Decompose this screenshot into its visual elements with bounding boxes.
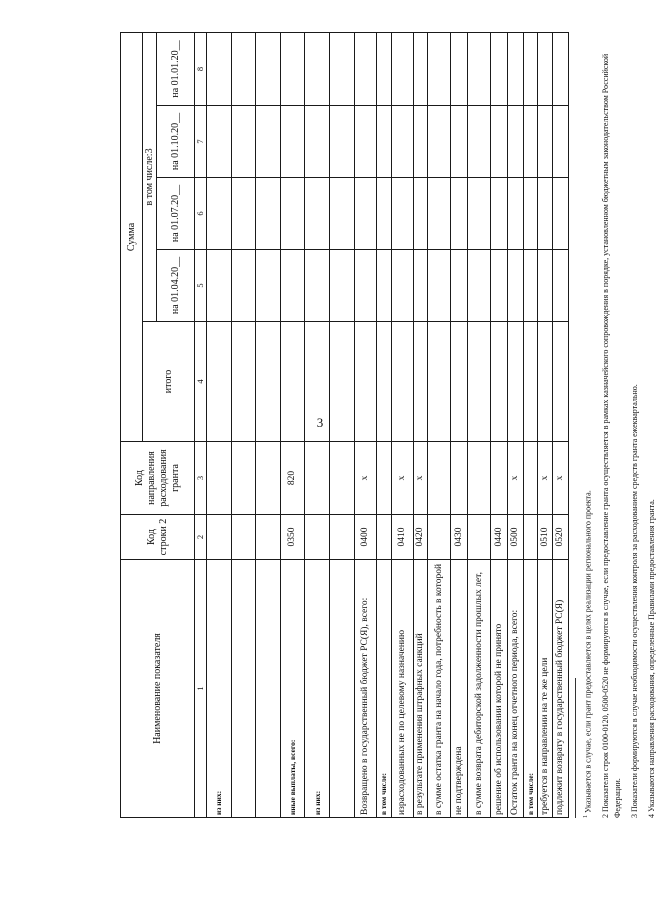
row-name: израсходованных не по целевому назначению [391,560,414,818]
row-total [377,322,391,442]
table-row [468,32,491,817]
row-code: 0350 [280,515,305,560]
row-q1 [354,250,377,322]
row-q2 [280,178,305,250]
page-number: 3 [316,415,324,430]
row-direction [256,442,281,515]
col-num: 4 [195,322,207,442]
row-code: 0510 [538,515,553,560]
row-q2 [330,178,355,250]
header-total: итого [143,322,195,442]
col-num: 3 [195,442,207,515]
row-q2 [391,178,414,250]
row-name: в сумме остатка гранта на начало года, потребность в которой [428,560,451,818]
table-row [428,32,451,817]
table-row [391,32,414,817]
row-total [450,322,467,442]
row-direction [450,442,467,515]
row-direction: 820 [280,442,305,515]
header-q3: на 01.10.20__ [157,106,195,178]
row-name: Остаток гранта на конец отчетного периода, всего: [508,560,523,818]
row-name: из них: [207,560,232,818]
row-direction [490,442,507,515]
row-name: в том числе: [523,560,537,818]
row-q4 [490,32,507,105]
row-q2 [354,178,377,250]
row-q4 [391,32,414,105]
row-code [305,515,330,560]
row-q3 [490,106,507,178]
header-name: Наименование показателя [121,560,195,818]
row-q3 [468,106,491,178]
header-direction: Код направления расходования гранта [121,442,195,515]
row-q2 [256,178,281,250]
row-total [508,322,523,442]
row-q1 [538,250,553,322]
row-q4 [377,32,391,105]
footnote-divider [575,678,576,818]
row-name: в результате применения штрафных санкций [414,560,428,818]
row-q2 [553,178,569,250]
row-q3 [330,106,355,178]
header-q1: на 01.04.20__ [157,250,195,322]
header-q2: на 01.07.20__ [157,178,195,250]
col-num: 2 [195,515,207,560]
header-code: Код строки 2 [121,515,195,560]
row-q3 [414,106,428,178]
row-total [354,322,377,442]
row-name [330,560,355,818]
row-q2 [428,178,451,250]
footnotes [575,28,663,818]
row-q1 [508,250,523,322]
footnote-4: 4 Указываются направления расходования, определенные Правилами предоставления гранта. [646,499,656,818]
row-code [330,515,355,560]
row-total [231,322,256,442]
row-q2 [508,178,523,250]
table-row [330,32,355,817]
table-row [538,32,553,817]
table-row [553,32,569,817]
row-q2 [231,178,256,250]
row-q1 [231,250,256,322]
row-q1 [414,250,428,322]
row-code: 0500 [508,515,523,560]
row-total [330,322,355,442]
row-q3 [207,106,232,178]
row-q4 [207,32,232,105]
row-name: Возвращено в государственный бюджет РС(Я), всего: [354,560,377,818]
row-q1 [391,250,414,322]
col-num: 8 [195,32,207,105]
table-row [414,32,428,817]
row-name: подлежит возврату в государственный бюджет РС(Я) [553,560,569,818]
row-q2 [468,178,491,250]
row-direction [377,442,391,515]
row-q3 [231,106,256,178]
row-direction [231,442,256,515]
table-row [305,32,330,817]
row-q4 [468,32,491,105]
row-q2 [207,178,232,250]
row-code [377,515,391,560]
row-q3 [450,106,467,178]
row-direction: х [538,442,553,515]
row-q4 [280,32,305,105]
row-total [391,322,414,442]
row-q1 [280,250,305,322]
table-row [523,32,537,817]
row-q3 [377,106,391,178]
row-total [207,322,232,442]
table-row [490,32,507,817]
row-q3 [553,106,569,178]
row-total [538,322,553,442]
row-total [553,322,569,442]
row-total [414,322,428,442]
row-direction: х [391,442,414,515]
row-name: решение об использовании которой не принято [490,560,507,818]
row-q4 [538,32,553,105]
row-q4 [305,32,330,105]
row-q3 [391,106,414,178]
row-code [428,515,451,560]
row-q3 [523,106,537,178]
row-name: из них: [305,560,330,818]
row-q4 [414,32,428,105]
row-q4 [553,32,569,105]
row-q2 [490,178,507,250]
footnote-1-mark: 1 [583,815,589,818]
row-code: 0520 [553,515,569,560]
row-q4 [354,32,377,105]
row-direction: х [414,442,428,515]
row-q4 [256,32,281,105]
row-total [280,322,305,442]
row-direction: х [354,442,377,515]
row-code [468,515,491,560]
row-code [207,515,232,560]
footnote-3: 3 Показатели формируются в случае необходимости осуществления контроля за расходованием средств гранта ежеквартально. [629,384,639,818]
row-name: не подтверждена [450,560,467,818]
col-num: 1 [195,560,207,818]
row-total [523,322,537,442]
col-num: 5 [195,250,207,322]
header-including: в том числе:3 [143,32,157,321]
row-q3 [305,106,330,178]
row-code: 0410 [391,515,414,560]
row-q1 [428,250,451,322]
row-q3 [428,106,451,178]
row-q1 [377,250,391,322]
row-total [490,322,507,442]
row-q1 [207,250,232,322]
row-q1 [330,250,355,322]
table-row [280,32,305,817]
table-row [231,32,256,817]
row-q1 [523,250,537,322]
row-total [428,322,451,442]
row-q4 [450,32,467,105]
row-q1 [305,250,330,322]
row-direction [428,442,451,515]
row-code [256,515,281,560]
row-q4 [231,32,256,105]
row-q4 [330,32,355,105]
row-code: 0420 [414,515,428,560]
row-total [256,322,281,442]
row-name: требуется в направлении на те же цели [538,560,553,818]
row-name [231,560,256,818]
row-direction [330,442,355,515]
row-name [256,560,281,818]
column-numbers-row [195,32,207,817]
row-q4 [428,32,451,105]
table-body [207,32,569,817]
table-row [207,32,232,817]
row-q2 [305,178,330,250]
col-num: 7 [195,106,207,178]
row-direction [468,442,491,515]
row-q4 [508,32,523,105]
row-total [305,322,330,442]
row-q1 [490,250,507,322]
row-q3 [280,106,305,178]
row-code: 0400 [354,515,377,560]
row-code: 0430 [450,515,467,560]
table-row [256,32,281,817]
table-row [377,32,391,817]
row-code: 0440 [490,515,507,560]
row-q1 [450,250,467,322]
row-direction: х [553,442,569,515]
row-q2 [450,178,467,250]
row-q4 [523,32,537,105]
row-q2 [538,178,553,250]
row-q1 [468,250,491,322]
row-direction [207,442,232,515]
row-code [231,515,256,560]
table-row [354,32,377,817]
row-direction [523,442,537,515]
header-q4: на 01.01.20__ [157,32,195,105]
row-direction: х [508,442,523,515]
row-q2 [523,178,537,250]
row-q1 [256,250,281,322]
table-row [450,32,467,817]
row-name: иные выплаты, всего: [280,560,305,818]
footnote-1: $^1$ Указывается в случае, если грант предоставляется в целях реализации регионального проекта. [583,490,593,818]
row-code [523,515,537,560]
footnote-2: 2 Показатели строк 0100-0120, 0500-0520 не формируются в случае, если предоставление гранта осуществляется в рамках казначейского сопровождения в порядке, установленном бюджетным законодательством Российской Федерации. [600,53,622,818]
row-q3 [508,106,523,178]
table-row [508,32,523,817]
col-num: 6 [195,178,207,250]
row-q3 [354,106,377,178]
row-direction [305,442,330,515]
row-q3 [256,106,281,178]
row-name: в том числе: [377,560,391,818]
row-q2 [377,178,391,250]
row-q1 [553,250,569,322]
row-q2 [414,178,428,250]
row-q3 [538,106,553,178]
report-table [120,32,569,818]
header-sum: Сумма [121,32,143,441]
row-name: в сумме возврата дебиторской задолженности прошлых лет, [468,560,491,818]
row-total [468,322,491,442]
